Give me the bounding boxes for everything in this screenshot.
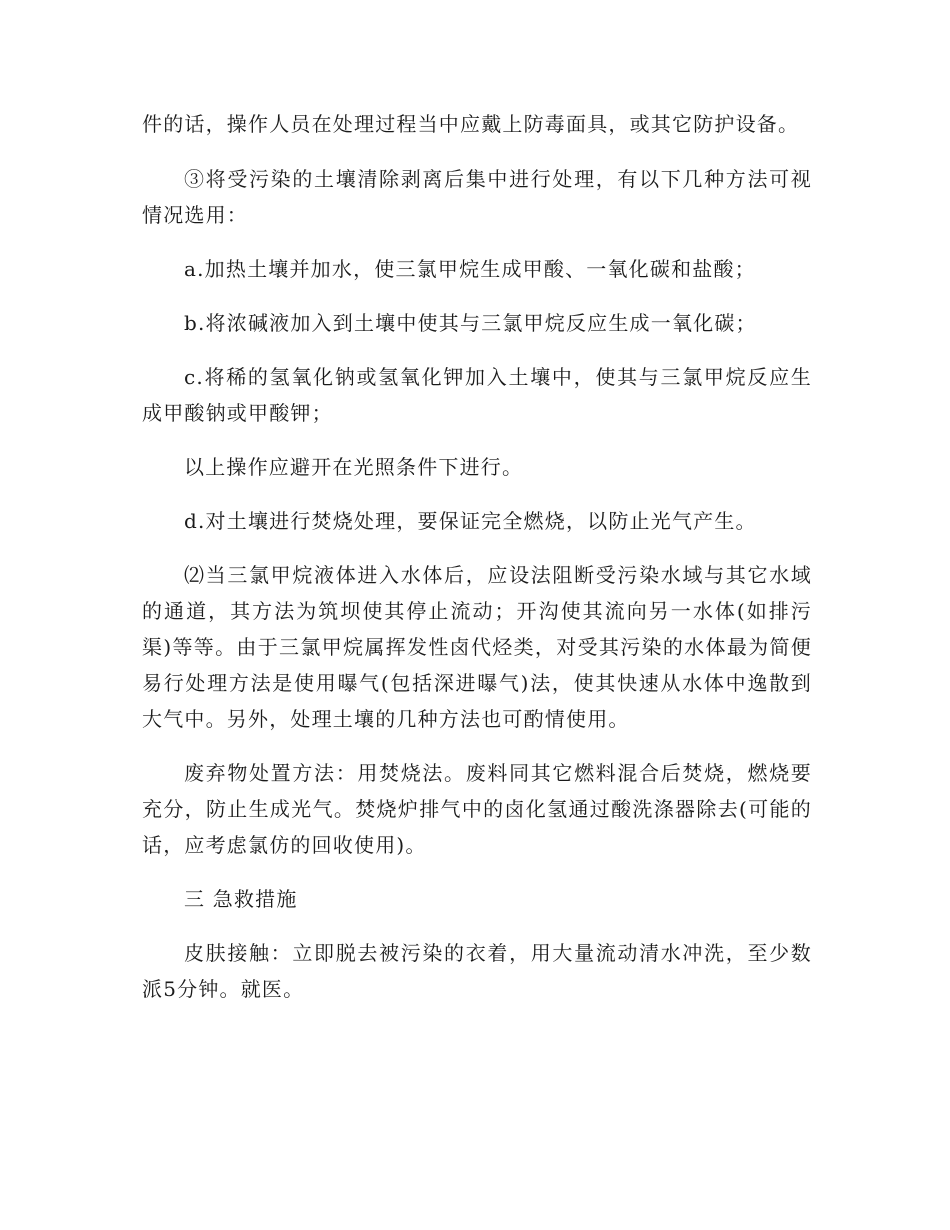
document-body — [142, 106, 812, 1025]
paragraph-method-c: c.将稀的氢氧化钠或氢氧化钾加入土壤中，使其与三氯甲烷反应生成甲酸钠或甲酸钾； — [142, 365, 812, 425]
paragraph-continuation: 件的话，操作人员在处理过程当中应戴上防毒面具，或其它防护设备。 — [142, 112, 800, 136]
paragraph-method-a: a.加热土壤并加水，使三氯甲烷生成甲酸、一氧化碳和盐酸； — [184, 257, 756, 281]
section-heading-first-aid: 三 急救措施 — [184, 887, 298, 911]
paragraph-water-treatment: ⑵当三氯甲烷液体进入水体后，应设法阻断受污染水域与其它水域的通道，其方法为筑坝使其停止流动；开沟使其流向另一水体(如排污渠)等等。由于三氯甲烷属挥发性卤代烃类，对受其污染的水体最为简便易行处理方法是使用曝气(包括深进曝气)法，使其快速从水体中逸散到大气中。另外，处理土壤的几种方法也可酌情使用。 — [142, 563, 812, 731]
paragraph-method-d: d.对土壤进行焚烧处理，要保证完全燃烧，以防止光气产生。 — [184, 509, 757, 533]
paragraph-skin-contact: 皮肤接触：立即脱去被污染的衣着，用大量流动清水冲洗，至少数派5分钟。就医。 — [142, 941, 812, 1001]
paragraph-light-note: 以上操作应避开在光照条件下进行。 — [184, 455, 524, 479]
paragraph-method-b: b.将浓碱液加入到土壤中使其与三氯甲烷反应生成一氧化碳； — [184, 311, 757, 335]
paragraph-method-3: ③将受污染的土壤清除剥离后集中进行处理，有以下几种方法可视情况选用： — [142, 167, 812, 227]
paragraph-waste-disposal: 废弃物处置方法：用焚烧法。废料同其它燃料混合后焚烧，燃烧要充分，防止生成光气。焚烧炉排气中的卤化氢通过酸洗涤器除去(可能的话，应考虑氯仿的回收使用)。 — [142, 761, 812, 857]
